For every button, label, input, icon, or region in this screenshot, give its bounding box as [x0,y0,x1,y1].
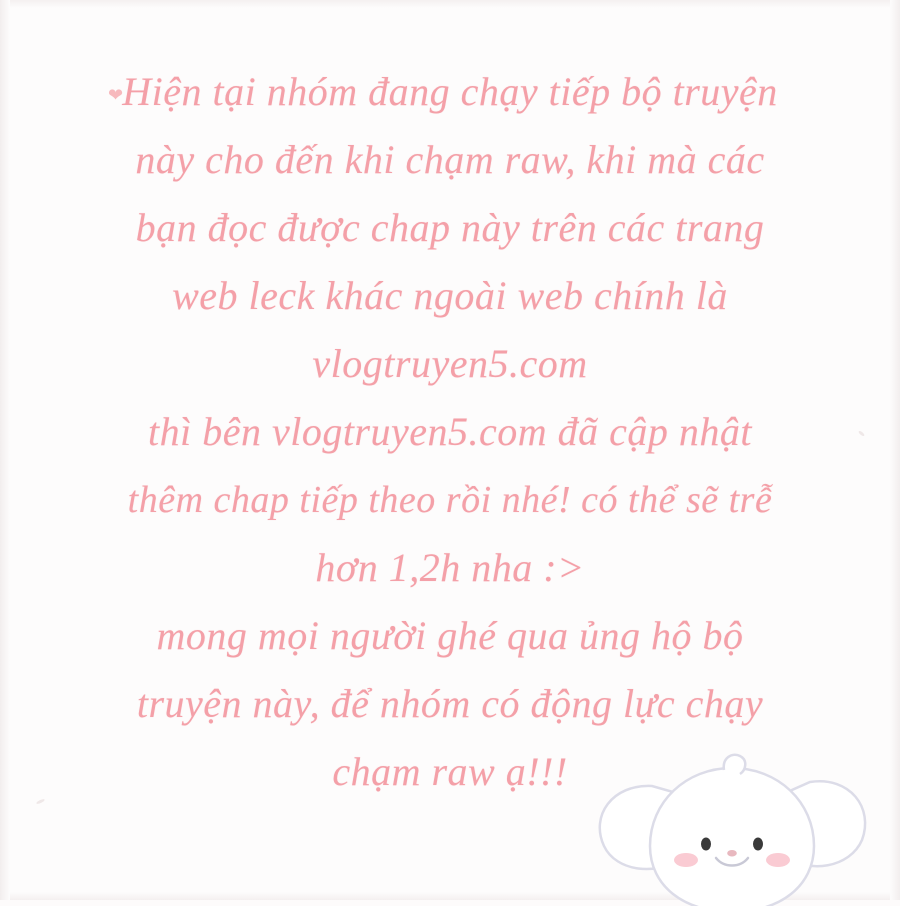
heart-icon: ❤ [108,85,124,105]
announcement-line-3: bạn đọc được chap này trên các trang [135,205,765,250]
announcement-line-4: web leck khác ngoài web chính là [172,273,728,318]
announcement-text [0,58,900,806]
page-edge-top [0,0,900,8]
announcement-line-7: thêm chap tiếp theo rồi nhé! có thể sẽ trễ [127,479,773,521]
announcement-line-9: mong mọi người ghé qua ủng hộ bộ [156,613,744,658]
announcement-line-2: này cho đến khi chạm raw, khi mà các [135,137,765,182]
cinnamoroll-mascot-icon [582,746,882,906]
announcement-line-11: chạm raw ạ!!! [332,749,568,794]
announcement-line-5-site: vlogtruyen5.com [312,341,588,386]
announcement-line-8: hơn 1,2h nha :> [315,545,585,590]
announcement-line-10: truyện này, để nhóm có động lực chạy [136,681,764,726]
announcement-line-1: Hiện tại nhóm đang chạy tiếp bộ truyện [122,69,778,114]
announcement-line-6: thì bên vlogtruyen5.com đã cập nhật [147,409,753,454]
